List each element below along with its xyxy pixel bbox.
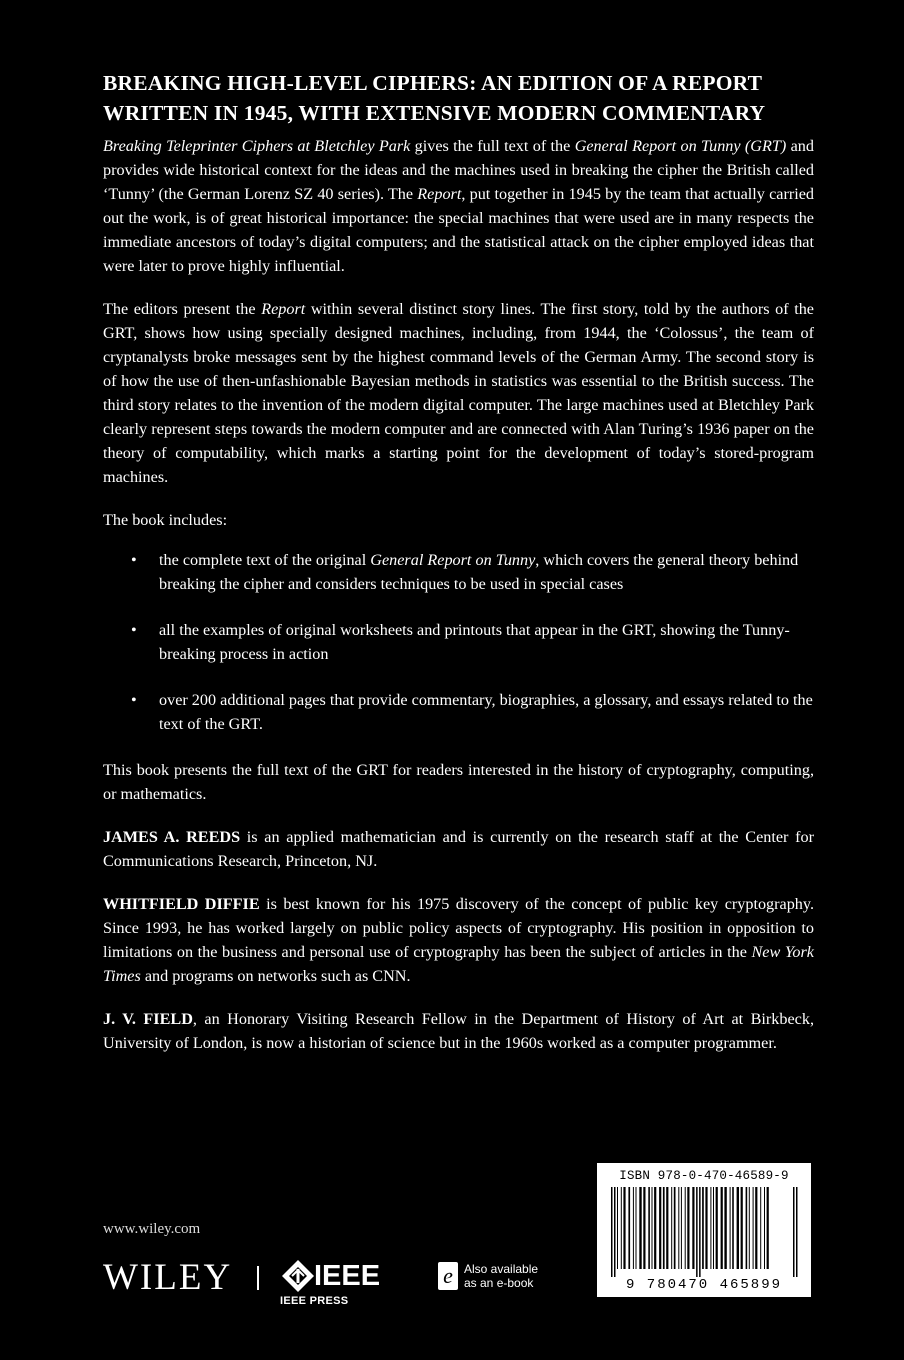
barcode-bar — [685, 1187, 686, 1269]
website-link[interactable]: www.wiley.com — [103, 1221, 201, 1237]
author-name: WHITFIELD DIFFIE — [103, 895, 260, 913]
barcode-bar — [636, 1187, 637, 1269]
barcode-bar — [699, 1187, 701, 1277]
logo-divider — [257, 1266, 259, 1290]
includes-intro: The book includes: — [103, 511, 228, 529]
barcode-bar — [639, 1187, 641, 1269]
barcode-bar — [671, 1187, 672, 1269]
barcode-bar — [666, 1187, 668, 1269]
barcode-bar — [705, 1187, 707, 1269]
barcode-bar — [741, 1187, 743, 1269]
barcode-bar — [755, 1187, 757, 1269]
barcode — [597, 1163, 811, 1297]
author-name: J. V. FIELD — [103, 1010, 193, 1028]
barcode-bar — [687, 1187, 689, 1269]
barcode-bar — [796, 1187, 798, 1277]
barcode-bar — [614, 1187, 616, 1277]
barcode-bar — [621, 1187, 622, 1269]
cover-heading: BREAKING HIGH-LEVEL CIPHERS: AN EDITION OF A REPORT WRITTEN IN 1945, WITH EXTENSIVE MODERN COMMENTARY — [103, 71, 766, 125]
barcode-bar — [692, 1187, 694, 1269]
bullet-icon: • — [131, 551, 137, 569]
grt-title: General Report on Tunny (GRT) — [574, 137, 787, 155]
barcode-bar — [721, 1187, 723, 1269]
ebook-notice: Also available as an e-book — [464, 1262, 539, 1290]
barcode-bar — [749, 1187, 750, 1269]
barcode-bar — [696, 1187, 698, 1277]
barcode-bar — [753, 1187, 754, 1269]
barcode-bar — [654, 1187, 656, 1269]
list-item: • over 200 additional pages that provide commentary, biographies, a glossary, and essays related to the text of the GRT. — [103, 688, 814, 736]
barcode-digits: 9 780470 465899 — [625, 1277, 783, 1293]
barcode-bars — [607, 1187, 801, 1277]
list-item: • all the examples of original worksheets and printouts that appear in the GRT, showing the Tunny-breaking process in action — [103, 618, 814, 666]
story-paragraph: The editors present the Report within several distinct story lines. The first story, told by the authors of the GRT, shows how using specially designed machines, including, from 1944, the ‘Colossus’, the team of cryptanalysts broke messages sent by the highest command levels of the German Army. The second story is of how the use of then-unfashionable Bayesian methods in statistics was essential to the British success. The third story relates to the invention of the modern digital computer. The large machines used at Bletchley Park clearly represent steps towards the modern computer and are connected with Alan Turing’s 1936 paper on the theory of computability, which marks a starting point for the development of today’s stored-program machines. — [103, 300, 814, 486]
barcode-bar — [713, 1187, 714, 1269]
barcode-bar — [623, 1187, 625, 1269]
ieee-press-label: IEEE PRESS — [280, 1295, 349, 1307]
barcode-bar — [674, 1187, 676, 1269]
barcode-bar — [643, 1187, 645, 1269]
book-title: Breaking Teleprinter Ciphers at Bletchley Park — [103, 137, 411, 155]
barcode-bar — [716, 1187, 718, 1269]
barcode-bar — [764, 1187, 765, 1269]
intro-paragraph: Breaking Teleprinter Ciphers at Bletchley Park gives the full text of the General Report on Tunny (GRT) and provides wide historical context for the ideas and the machines used in breaking the cipher the British called ‘Tunny’ (the German Lorenz SZ 40 series). The Report, put together in 1945 by the team that actually carried out the work, is of great historical importance: the special machines that were used are in many respects the immediate ancestors of today’s digital computers; and the statistical attack on the cipher employed ideas that were later to prove highly influential. — [103, 137, 814, 275]
barcode-bar — [710, 1187, 711, 1269]
bio-field: J. V. FIELD, an Honorary Visiting Research Fellow in the Department of History of Art at Birkbeck, University of London, is now a historian of science but in the 1960s worked as a computer programmer. — [103, 1010, 814, 1052]
barcode-bar — [760, 1187, 761, 1269]
author-name: JAMES A. REEDS — [103, 828, 241, 846]
bullet-icon: • — [131, 691, 137, 709]
barcode-bar — [681, 1187, 682, 1269]
barcode-bar — [732, 1187, 734, 1269]
back-cover-text — [103, 68, 814, 1074]
list-item: • the complete text of the original General Report on Tunny, which covers the general theory behind breaking the cipher and considers techniques to be used in special cases — [103, 548, 814, 596]
ieee-diamond-icon — [280, 1258, 316, 1294]
bio-diffie: WHITFIELD DIFFIE is best known for his 1975 discovery of the concept of public key cryptography. Since 1993, he has worked largely on public policy aspects of cryptography. His position in opposition to limitations on the business and personal use of cryptography has been the subject of articles in the New York Times and programs on networks such as CNN. — [103, 895, 814, 985]
barcode-bar — [767, 1187, 769, 1269]
barcode-bar — [648, 1187, 650, 1269]
barcode-bar — [663, 1187, 665, 1269]
barcode-bar — [659, 1187, 661, 1269]
barcode-bar — [678, 1187, 679, 1269]
audience-paragraph: This book presents the full text of the GRT for readers interested in the history of cryptography, computing, or mathematics. — [103, 761, 814, 803]
barcode-bar — [746, 1187, 748, 1269]
wiley-logo: WILEY — [103, 1257, 233, 1298]
barcode-bar — [611, 1187, 613, 1277]
ieee-logo: IEEE — [314, 1260, 381, 1292]
ebook-icon: e — [438, 1262, 458, 1290]
barcode-bar — [793, 1187, 795, 1277]
barcode-bar — [633, 1187, 634, 1269]
barcode-bar — [737, 1187, 739, 1269]
includes-list — [103, 548, 814, 736]
barcode-bar — [730, 1187, 731, 1269]
barcode-bar — [724, 1187, 726, 1269]
barcode-bar — [702, 1187, 704, 1269]
bullet-icon: • — [131, 621, 137, 639]
barcode-bar — [652, 1187, 653, 1269]
isbn-label: ISBN 978-0-470-46589-9 — [619, 1169, 789, 1183]
barcode-bar — [617, 1187, 618, 1269]
bio-reeds: JAMES A. REEDS is an applied mathematician and is currently on the research staff at the Center for Communications Research, Princeton, NJ. — [103, 828, 815, 870]
barcode-bar — [628, 1187, 630, 1269]
